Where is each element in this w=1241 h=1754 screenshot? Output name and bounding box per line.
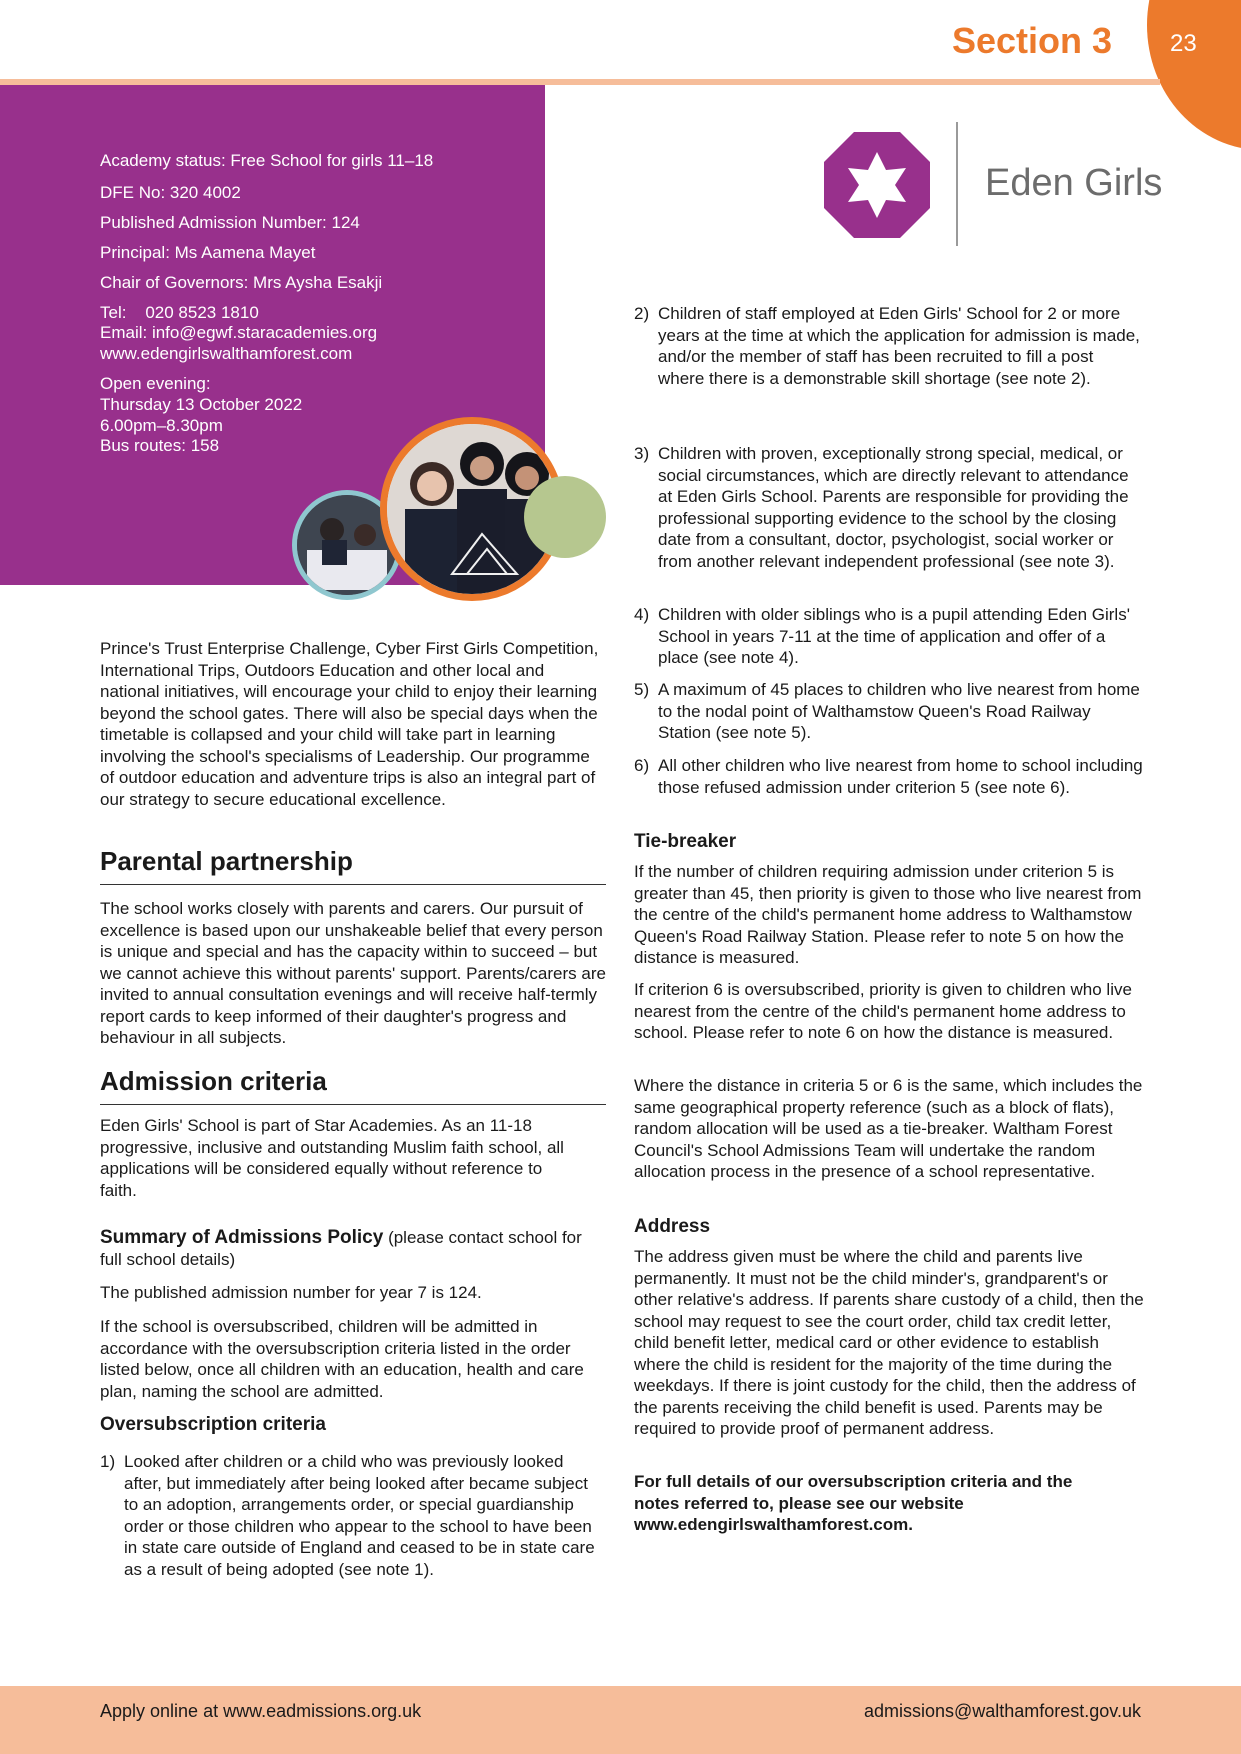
criterion-item-3 (634, 443, 1144, 572)
admissions-email-link[interactable]: admissions@walthamforest.gov.uk (863, 1701, 1141, 1721)
academy-status: Academy status: Free School for girls 11–18 (100, 151, 434, 170)
criterion-text: All other children who live nearest from home to school including those refused admission under criterion 5 (see note 6). (658, 756, 1143, 797)
principal: Principal: Ms Aamena Mayet (100, 243, 316, 262)
admission-number: Published Admission Number: 124 (100, 213, 360, 232)
pan-text: The published admission number for year 7 is 124. (100, 1283, 482, 1302)
logo-wordmark: Eden Girls (985, 162, 1163, 204)
open-evening-time: 6.00pm–8.30pm (100, 416, 223, 435)
chair-of-governors: Chair of Governors: Mrs Aysha Esakji (100, 273, 383, 292)
criterion-item-1 (100, 1451, 600, 1580)
criterion-number: 3) (634, 444, 650, 463)
address-text: The address given must be where the child and parents live permanently. It must not be the child minder's, grandparent's or other relative's address. If parents share custody of a child, then the school may request to see the court order, child tax credit letter, child benefit letter, medical card or other evidence to establish where the child is resident for the majority of the time during the weekdays. If there is joint custody for the child, then the address of the parents receiving the child benefit is used. Parents may be required to provide proof of permanent address. (634, 1247, 1144, 1438)
eden-girls-logo-icon (822, 130, 932, 240)
admission-criteria-heading: Admission criteria (100, 1066, 327, 1096)
parental-partnership-text: The school works closely with parents and carers. Our pursuit of excellence is based upon our unshakeable belief that every person is unique and special and has the capacity within to succeed – but we cannot achieve this without parents' support. Parents/carers are invited to annual consultation evenings and will receive half-termly report cards to keep informed of their daughter's progress and behaviour in all subjects. (100, 899, 606, 1047)
criterion-item-4 (634, 604, 1144, 669)
oversubscription-heading: Oversubscription criteria (100, 1414, 326, 1435)
criterion-number: 6) (634, 756, 650, 775)
full-details-note: For full details of our oversubscription criteria and the notes referred to, please see our website www.edengirlswalthamforest.com. (634, 1472, 1073, 1534)
heading-rule (100, 1104, 606, 1105)
criterion-text: Children of staff employed at Eden Girls' School for 2 or more years at the time at which the application for admission is made, and/or the member of staff has been recruited to fill a post where there is a demonstrable skill shortage (see note 2). (658, 304, 1140, 388)
criterion-text: A maximum of 45 places to children who live nearest from home to the nodal point of Walthamstow Queen's Road Railway Station (see note 5). (658, 680, 1140, 742)
criterion-number: 2) (634, 304, 650, 323)
bus-routes: Bus routes: 158 (100, 436, 220, 455)
parental-partnership-heading: Parental partnership (100, 846, 353, 876)
criterion-item-2 (634, 303, 1144, 389)
page-number: 23 (1170, 30, 1197, 57)
tie-breaker-text-2: If criterion 6 is oversubscribed, priority is given to children who live nearest from the centre of the child's permanent home address to school. Please refer to note 6 on how the distance is measured. (634, 980, 1132, 1042)
criterion-item-6 (634, 755, 1144, 798)
oversubscribed-text: If the school is oversubscribed, children will be admitted in accordance with the oversubscription criteria listed in the order listed below, once all children with an education, health and care plan, naming the school are admitted. (100, 1317, 584, 1401)
section-title: Section 3 (951, 20, 1112, 61)
summary-policy-heading: Summary of Admissions Policy (100, 1227, 384, 1248)
telephone: Tel: 020 8523 1810 (100, 303, 259, 322)
corner-circle (1147, 0, 1241, 150)
tie-breaker-text-3: Where the distance in criteria 5 or 6 is the same, which includes the same geographical property reference (such as a block of flats), random allocation will be used as a tie-breaker. Waltham Forest Council's School Admissions Team will undertake the random allocation process in the presence of a school representative. (634, 1076, 1143, 1181)
criterion-text: Children with proven, exceptionally strong special, medical, or social circumstances, which are directly relevant to attendance at Eden Girls School. Parents are responsible for providing the professional supporting evidence to the school by the closing date from a consultant, doctor, psychologist, social worker or from another relevant independent professional (see note 3). (658, 444, 1129, 571)
criterion-number: 4) (634, 605, 650, 624)
criterion-item-5 (634, 679, 1144, 744)
tie-breaker-heading: Tie-breaker (634, 831, 737, 852)
address-heading: Address (634, 1216, 711, 1237)
summary-policy-block (100, 1227, 600, 1270)
criterion-number: 1) (100, 1452, 116, 1471)
criterion-number: 5) (634, 680, 650, 699)
open-evening-date: Thursday 13 October 2022 (100, 395, 303, 414)
dfe-number: DFE No: 320 4002 (100, 183, 241, 202)
criterion-text: Children with older siblings who is a pupil attending Eden Girls' School in years 7-11 at the time of application and offer of a place (see note 4). (658, 605, 1130, 667)
summary-policy-note: (please contact school for full school details) (100, 1228, 582, 1269)
admission-criteria-text: Eden Girls' School is part of Star Academies. As an 11-18 progressive, inclusive and outstanding Muslim faith school, all applications will be considered equally without reference to faith. (100, 1116, 564, 1200)
criterion-text: Looked after children or a child who was previously looked after, but immediately after being looked after became subject to an adoption, arrangements order, or special guardianship order or those children who appear to the school to have been in state care outside of England and ceased to be in state care as a result of being adopted (see note 1). (124, 1452, 595, 1579)
apply-online-link[interactable]: Apply online at www.eadmissions.org.uk (100, 1701, 422, 1721)
heading-rule (100, 884, 606, 885)
email-link[interactable]: Email: info@egwf.staracademies.org (100, 323, 378, 342)
open-evening-label: Open evening: (100, 374, 211, 393)
green-decor-circle (524, 476, 606, 558)
logo-divider (956, 122, 958, 246)
website-link[interactable]: www.edengirlswalthamforest.com (100, 344, 353, 363)
intro-paragraph: Prince's Trust Enterprise Challenge, Cyber First Girls Competition, International Trips, Outdoors Education and other local and national initiatives, will encourage your child to enjoy their learning beyond the school gates. There will also be special days when the timetable is collapsed and your child will take part in learning involving the school's specialisms of Leadership. Our programme of outdoor education and adventure trips is also an integral part of our strategy to secure educational excellence. (100, 639, 599, 809)
tie-breaker-text-1: If the number of children requiring admission under criterion 5 is greater than 45, then priority is given to those who live nearest from the centre of the child's permanent home address to Walthamstow Queen's Road Railway Station. Please refer to note 5 on how the distance is measured. (634, 862, 1142, 967)
